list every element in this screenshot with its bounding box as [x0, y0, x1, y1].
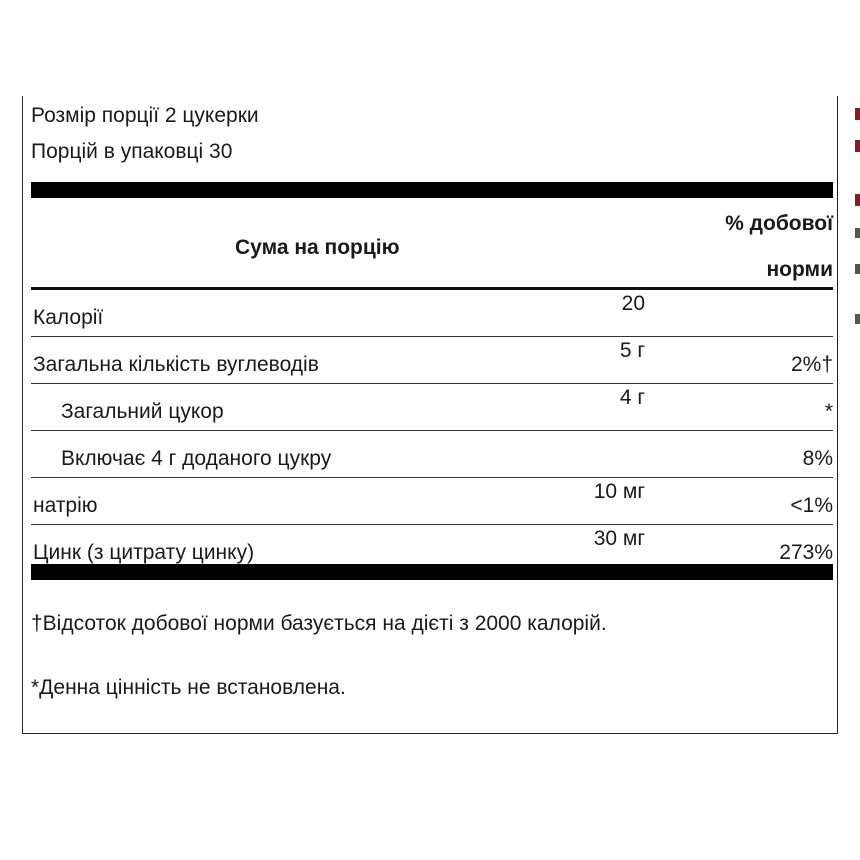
- nutrient-amount: 10 мг: [593, 480, 645, 503]
- nutrient-row: [31, 431, 833, 477]
- nutrient-daily-value: 2%†: [790, 353, 833, 376]
- nutrient-amount: 20: [621, 292, 645, 315]
- nutrient-row: [31, 384, 833, 430]
- nutrient-amount: 5 г: [619, 339, 645, 362]
- nutrient-daily-value: *: [824, 400, 833, 423]
- nutrient-name: Включає 4 г доданого цукру: [61, 447, 332, 470]
- edge-fragment: [855, 108, 860, 120]
- nutrient-name: Загальний цукор: [61, 400, 224, 423]
- nutrient-amount: 30 мг: [593, 527, 645, 550]
- edge-fragment: [855, 314, 860, 324]
- not-established-footnote: *Денна цінність не встановлена.: [31, 676, 346, 699]
- serving-size: Розмір порції 2 цукерки: [31, 104, 259, 127]
- daily-value-header-line2: норми: [766, 258, 833, 281]
- nutrient-row: [31, 337, 833, 383]
- amount-per-serving-header: Сума на порцію: [235, 236, 400, 259]
- nutrient-amount: 4 г: [619, 386, 645, 409]
- top-thick-divider: [31, 182, 833, 198]
- daily-value-header-line1: % добової: [725, 212, 833, 235]
- supplement-facts-panel: [22, 96, 838, 734]
- edge-fragment: [855, 194, 860, 206]
- nutrient-name: натрію: [33, 494, 98, 517]
- nutrient-name: Цинк (з цитрату цинку): [33, 541, 255, 564]
- nutrient-name: Загальна кількість вуглеводів: [33, 353, 319, 376]
- edge-fragment: [855, 140, 860, 152]
- daily-value-footnote: †Відсоток добової норми базується на дієті з 2000 калорій.: [31, 612, 607, 635]
- bottom-thick-divider: [31, 564, 833, 580]
- nutrient-row: [31, 478, 833, 524]
- nutrient-daily-value: 8%: [802, 447, 833, 470]
- nutrient-daily-value: <1%: [790, 494, 833, 517]
- nutrient-daily-value: 273%: [779, 541, 833, 564]
- edge-fragment: [855, 264, 860, 274]
- nutrient-name: Калорії: [33, 306, 104, 329]
- edge-fragment: [855, 228, 860, 238]
- servings-per-container: Порцій в упаковці 30: [31, 140, 233, 163]
- nutrient-row: [31, 290, 833, 336]
